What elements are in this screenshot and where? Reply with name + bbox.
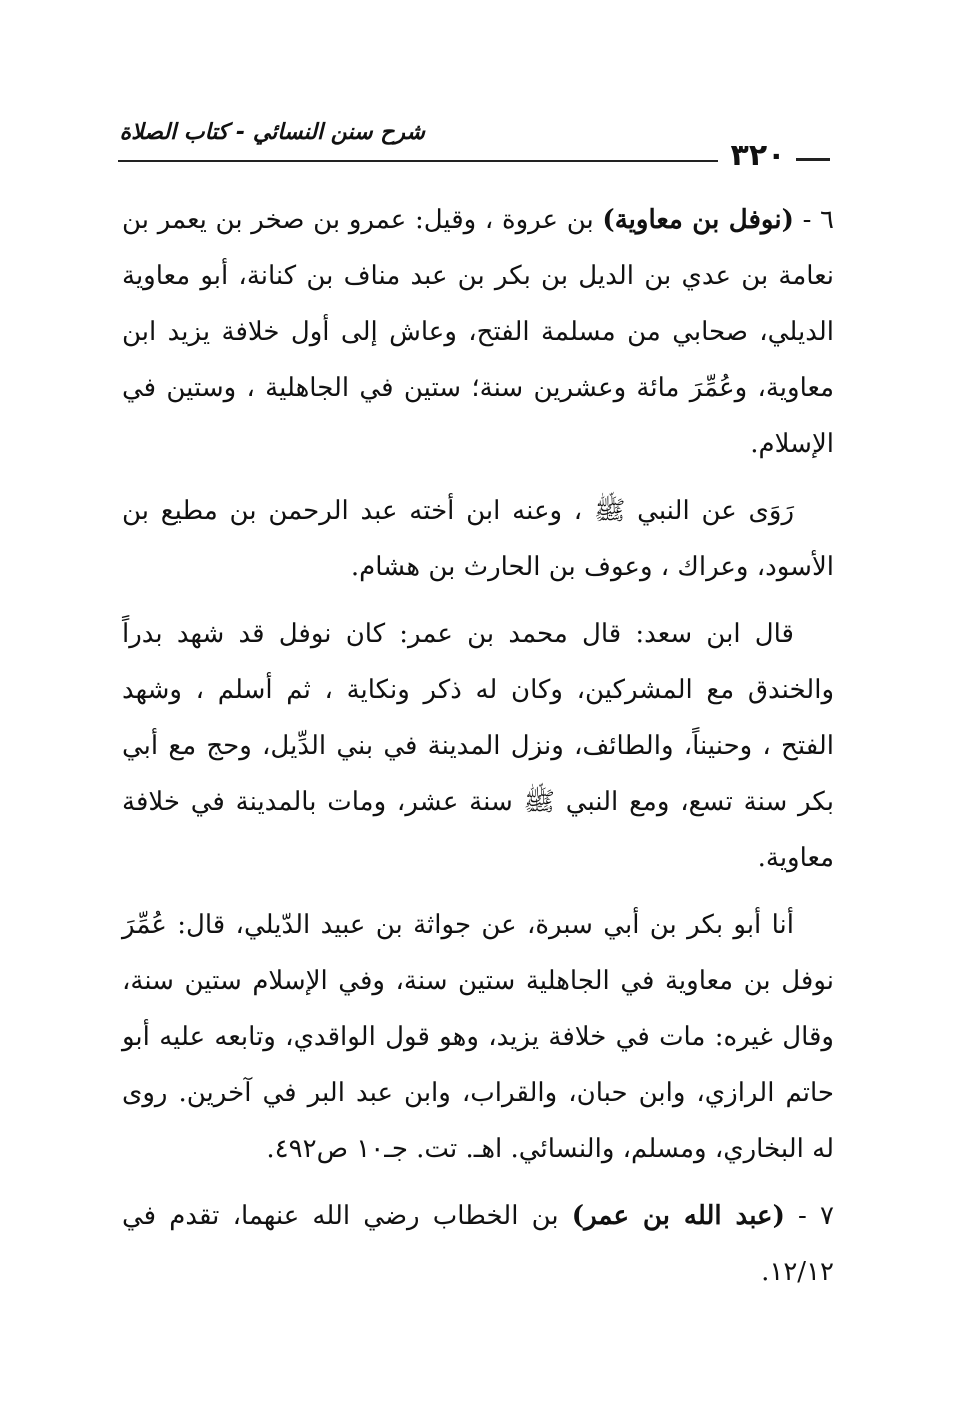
paragraph-text: بن عروة ، وقيل: عمرو بن صخر بن يعمر بن نعامة بن عدي بن الديل بن بكر بن عبد مناف بن كنانة، أبو معاوية الديلي، صحابي من مسلمة الفتح، وعاش إلى أول خلافة يزيد ابن معاوية، وعُمِّرَ مائة وعشرين سنة؛ ستين في الجاهلية ، وستين في الإسلام. bbox=[122, 205, 834, 459]
paragraph-ibn-saad bbox=[122, 606, 834, 886]
narrator-name: (عبد الله بن عمر) bbox=[571, 1201, 785, 1231]
page-number: ٣٢٠ bbox=[730, 138, 786, 173]
narrator-name: (نوفل بن معاوية) bbox=[602, 205, 794, 235]
paragraph-narrator-7 bbox=[122, 1188, 834, 1300]
running-header-title: شرح سنن النسائي - كتاب الصلاة bbox=[119, 120, 425, 145]
header-rule bbox=[118, 160, 718, 162]
item-number: ٦ - bbox=[793, 205, 834, 235]
paragraph-text: بن الخطاب رضي الله عنهما، تقدم في ١٢/١٢. bbox=[122, 1201, 834, 1287]
item-number: ٧ - bbox=[784, 1201, 834, 1231]
body-text bbox=[122, 192, 834, 1311]
paragraph-text: قال ابن سعد: قال محمد بن عمر: كان نوفل قد شهد بدراً والخندق مع المشركين، وكان له ذكر ونكاية ، ثم أسلم ، وشهد الفتح ، وحنيناً، والطائف، ونزل المدينة في بني الدِّيل، وحج مع أبي بكر سنة تسع، ومع النبي ﷺ سنة عشر، ومات بالمدينة في خلافة معاوية. bbox=[122, 619, 834, 873]
paragraph-narrations bbox=[122, 483, 834, 595]
paragraph-text: رَوَى عن النبي ﷺ ، وعنه ابن أخته عبد الرحمن بن مطيع بن الأسود، وعراك ، وعوف بن الحارث بن هشام. bbox=[122, 496, 834, 582]
paragraph-text: أنا أبو بكر بن أبي سبرة، عن جواثة بن عبيد الدّيلي، قال: عُمِّرَ نوفل بن معاوية في الجاهلية ستين سنة، وفي الإسلام ستين سنة، وقال غيره: مات في خلافة يزيد، وهو قول الواقدي، وتابعه عليه أبو حاتم الرازي، وابن حبان، والقراب، وابن عبد البر في آخرين. روى له البخاري، ومسلم، والنسائي. اهـ. تت. جـ١٠ ص٤٩٢. bbox=[122, 910, 834, 1164]
page-number-dash bbox=[796, 158, 830, 161]
paragraph-abu-bakr bbox=[122, 897, 834, 1177]
paragraph-narrator-6 bbox=[122, 192, 834, 472]
